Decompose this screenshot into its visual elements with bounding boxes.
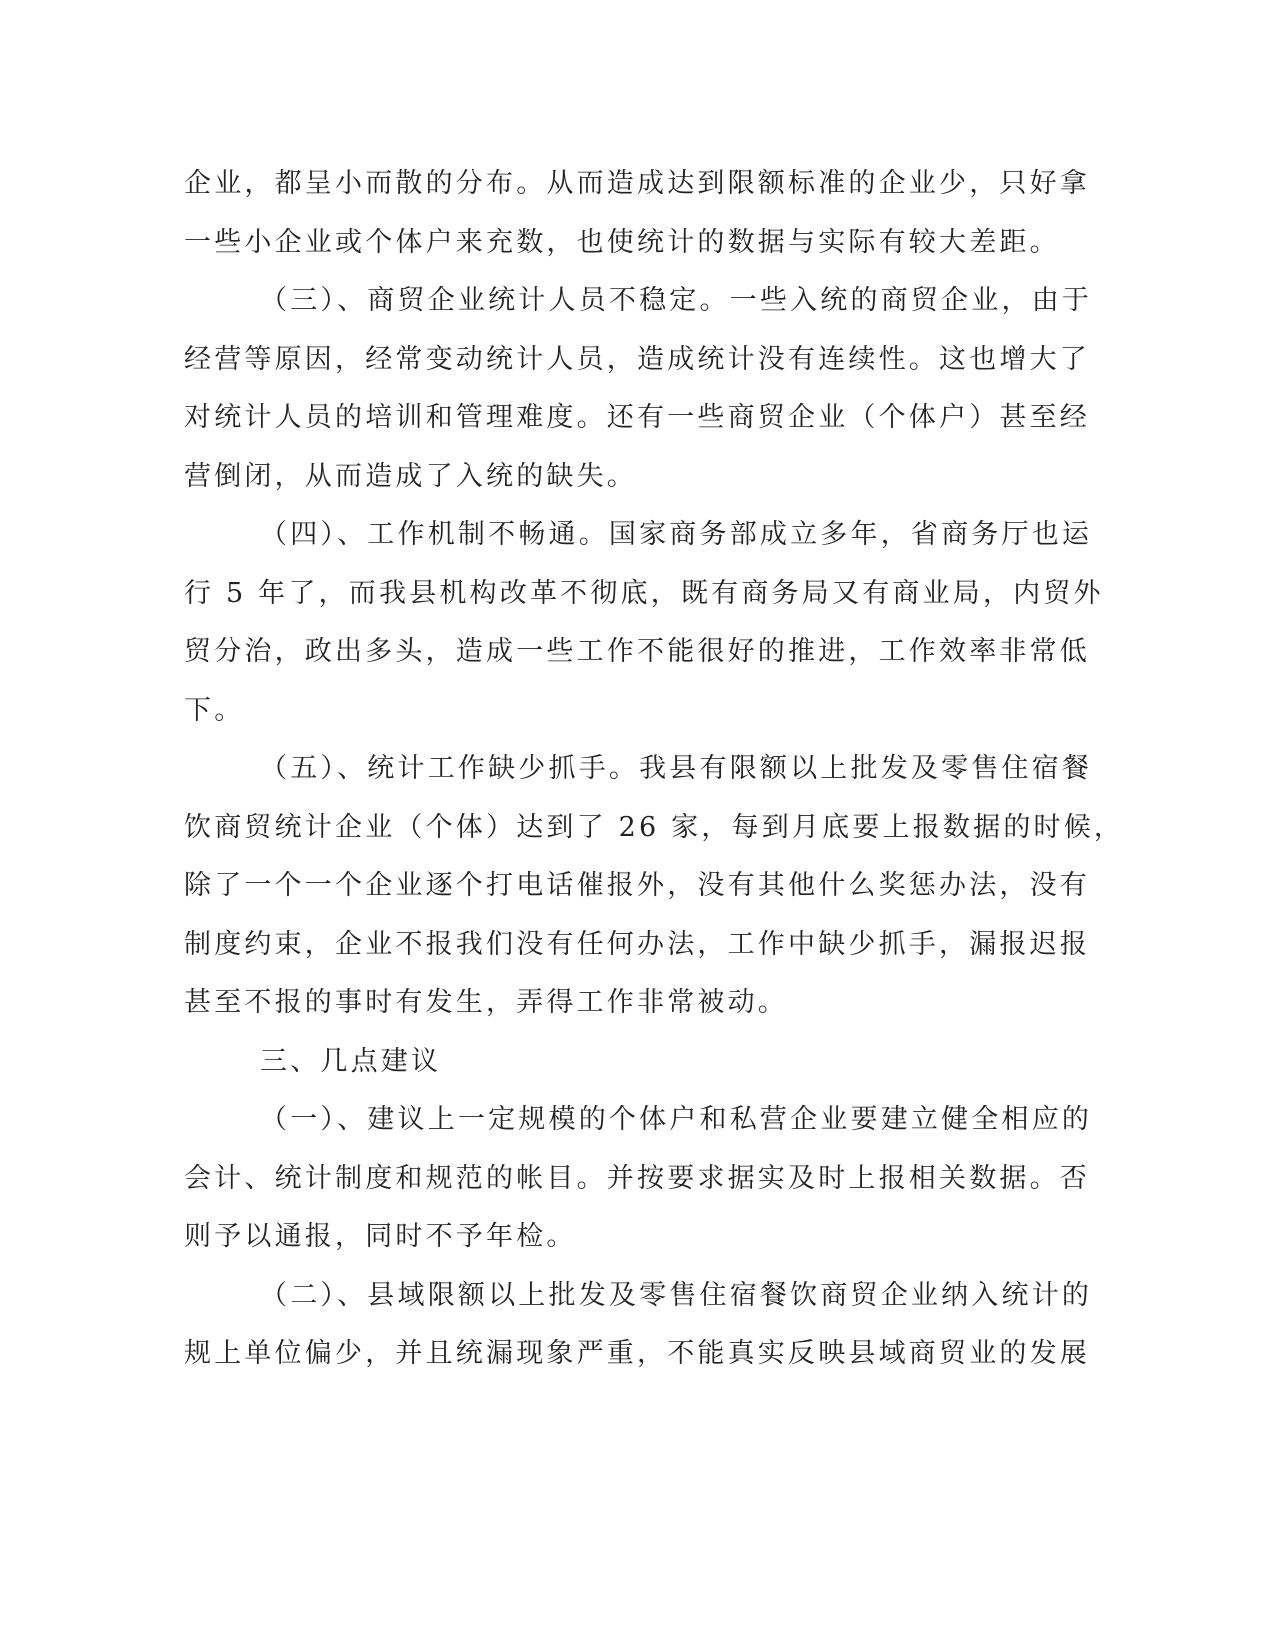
paragraph-start-line: （三）、商贸企业统计人员不稳定。一些入统的商贸企业，由于 bbox=[260, 285, 1093, 316]
text-line: 则予以通报，同时不予年检。 bbox=[184, 1221, 577, 1252]
text-line: 贸分治，政出多头，造成一些工作不能很好的推进，工作效率非常低 bbox=[184, 636, 1090, 667]
text-line: 一些小企业或个体户来充数，也使统计的数据与实际有较大差距。 bbox=[184, 226, 1060, 258]
text-line: 除了一个一个企业逐个打电话催报外，没有其他什么奖惩办法，没有 bbox=[184, 870, 1090, 901]
text-line: 会计、统计制度和规范的帐目。并按要求据实及时上报相关数据。否 bbox=[184, 1162, 1090, 1194]
paragraph-start-line: （四）、工作机制不畅通。国家商务部成立多年，省商务厅也运 bbox=[260, 519, 1093, 550]
text-line: 制度约束，企业不报我们没有任何办法，工作中缺少抓手，漏报迟报 bbox=[184, 928, 1090, 960]
paragraph-start-line: （二）、县域限额以上批发及零售住宿餐饮商贸企业纳入统计的 bbox=[260, 1279, 1093, 1311]
text-line: 规上单位偏少，并且统漏现象严重，不能真实反映县域商贸业的发展 bbox=[184, 1338, 1090, 1369]
text-line: 对统计人员的培训和管理难度。还有一些商贸企业（个体户）甚至经 bbox=[184, 402, 1090, 433]
text-line: 饮商贸统计企业（个体）达到了 26 家，每到月底要上报数据的时候， bbox=[184, 811, 1125, 843]
paragraph-start-line: （一）、建议上一定规模的个体户和私营企业要建立健全相应的 bbox=[260, 1104, 1093, 1135]
text-line: 下。 bbox=[184, 694, 245, 726]
paragraph-start-line: （五）、统计工作缺少抓手。我县有限额以上批发及零售住宿餐 bbox=[260, 753, 1093, 784]
text-line: 行 5 年了，而我县机构改革不彻底，既有商务局又有商业局，内贸外 bbox=[184, 577, 1104, 609]
text-line: 营倒闭，从而造成了入统的缺失。 bbox=[184, 460, 637, 492]
section-heading: 三、几点建议 bbox=[260, 1045, 442, 1077]
document-body bbox=[184, 155, 1125, 1384]
text-line: 企业，都呈小而散的分布。从而造成达到限额标准的企业少，只好拿 bbox=[184, 168, 1090, 199]
text-line: 甚至不报的事时有发生，弄得工作非常被动。 bbox=[184, 987, 788, 1018]
text-line: 经营等原因，经常变动统计人员，造成统计没有连续性。这也增大了 bbox=[184, 343, 1090, 375]
